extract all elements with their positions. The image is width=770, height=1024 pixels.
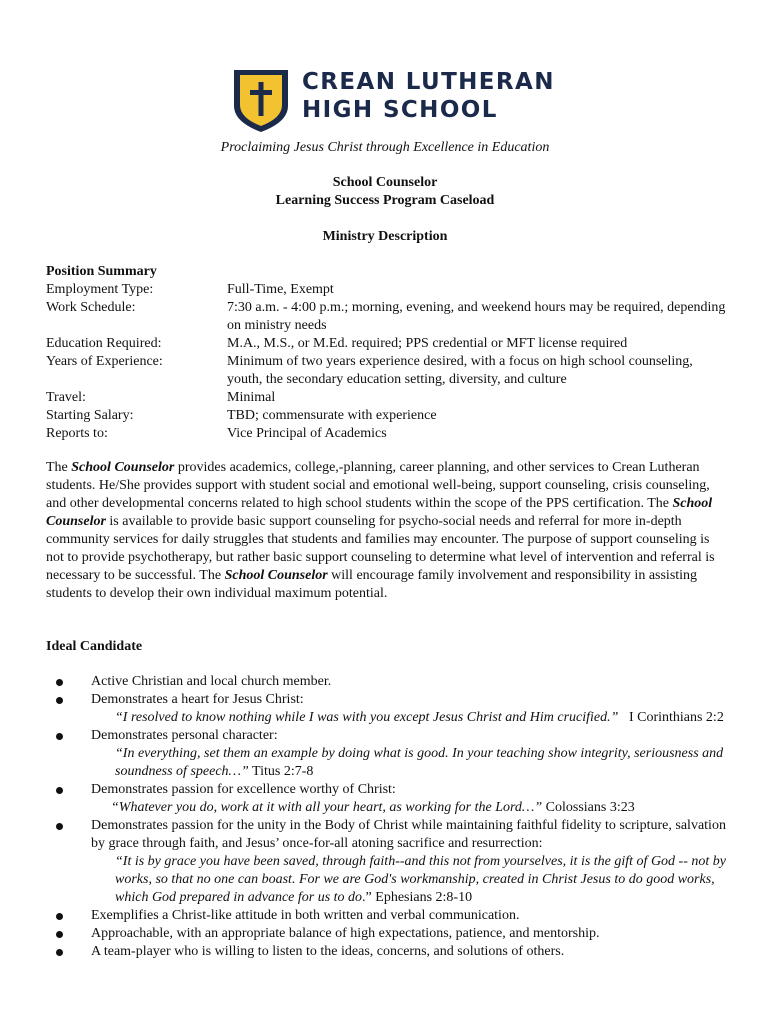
logo-wordmark: [302, 68, 555, 124]
list-item: [46, 943, 726, 961]
bullet-icon: [56, 697, 63, 704]
list-item-text: Demonstrates personal character:: [91, 728, 278, 743]
summary-label: Years of Experience:: [46, 354, 163, 369]
role-term: School Counselor: [46, 496, 713, 529]
scripture-quote: [91, 745, 726, 781]
list-item: [46, 781, 726, 817]
bullet-icon: [56, 931, 63, 938]
ideal-candidate-list: [46, 673, 726, 961]
summary-label: Travel:: [46, 390, 86, 405]
role-term: School Counselor: [224, 568, 328, 583]
quote-reference: Titus 2:7-8: [252, 764, 314, 779]
list-item-text: Demonstrates a heart for Jesus Christ:: [91, 692, 304, 707]
section-title: Ministry Description: [322, 229, 448, 244]
summary-label: Starting Salary:: [46, 408, 134, 423]
quote-text: “Whatever you do, work at it with all your heart, as working for the Lord…”: [111, 800, 543, 815]
description-text: is available to provide basic support counseling for psycho-social needs and referral for more in-depth community services for daily struggles that students and families may encounter. The purpose of support counseling is not to provide psychotherapy, but rather basic support counseling to determine what level of intervention and referral is necessary to be successful. The: [46, 514, 715, 583]
quote-text: “In everything, set them an example by doing what is good. In your teaching show integrity, seriousness and soundness of speech…”: [115, 746, 724, 779]
list-item-text: Exemplifies a Christ-like attitude in both written and verbal communication.: [91, 908, 520, 923]
list-item: [46, 907, 726, 925]
list-item: [46, 925, 726, 943]
list-item: [46, 691, 726, 727]
summary-value: M.A., M.S., or M.Ed. required; PPS credential or MFT license required: [227, 336, 628, 351]
bullet-icon: [56, 733, 63, 740]
list-item-text: Demonstrates passion for excellence worthy of Christ:: [91, 782, 396, 797]
quote-reference: Colossians 3:23: [545, 800, 635, 815]
summary-value: Minimum of two years experience desired, with a focus on high school counseling, youth, the secondary education setting, diversity, and culture: [227, 354, 693, 387]
summary-label: Education Required:: [46, 336, 162, 351]
job-subtitle: Learning Success Program Caseload: [275, 193, 495, 208]
summary-label: Reports to:: [46, 426, 108, 441]
scripture-quote: [91, 799, 726, 817]
quote-text: “It is by grace you have been saved, through faith--and this not from yourselves, it is the gift of God -- not by works, so that no one can boast. For we are God's workmanship, created in Christ Jesus to do good works, which God prepared in advance for us to do: [115, 854, 726, 905]
bullet-icon: [56, 823, 63, 830]
tagline: Proclaiming Jesus Christ through Excellence in Education: [220, 140, 550, 155]
list-item: [46, 673, 726, 691]
summary-value: Vice Principal of Academics: [227, 426, 387, 441]
summary-value: Full-Time, Exempt: [227, 282, 334, 297]
list-item-text: Approachable, with an appropriate balance of high expectations, patience, and mentorship.: [91, 926, 600, 941]
summary-value: 7:30 a.m. - 4:00 p.m.; morning, evening, and weekend hours may be required, depending on ministry needs: [227, 300, 726, 333]
summary-value: Minimal: [227, 390, 276, 405]
ideal-candidate-heading: Ideal Candidate: [46, 639, 143, 654]
list-item-text: Active Christian and local church member.: [91, 674, 332, 689]
bullet-icon: [56, 679, 63, 686]
cross-shield-icon: [232, 68, 290, 134]
description-text: provides academics, college,-planning, career planning, and other services to Crean Lutheran students. He/She provides support with student social and emotional well-being, support counseling, crisis counseling, and other developmental concerns related to high school students within the scope of the PPS certification. The: [46, 460, 710, 511]
bullet-icon: [56, 787, 63, 794]
scripture-quote: [91, 709, 726, 727]
school-logo: [232, 68, 555, 124]
summary-value: TBD; commensurate with experience: [227, 408, 437, 423]
quote-reference: I Corinthians 2:2: [628, 710, 724, 725]
list-item-text: Demonstrates passion for the unity in the Body of Christ while maintaining faithful fidelity to scripture, salvation by grace through faith, and Jesus’ once-for-all atoning sacrifice and resurrection:: [91, 818, 726, 851]
summary-label: Employment Type:: [46, 282, 154, 297]
logo-line-1: CREAN LUTHERAN: [302, 69, 555, 95]
scripture-quote: [91, 853, 726, 907]
quote-reference: .” Ephesians 2:8-10: [362, 890, 473, 905]
description-text: will encourage family involvement and responsibility in assisting students to develop their own individual maximum potential.: [46, 568, 698, 601]
list-item: [46, 817, 726, 907]
job-title: School Counselor: [332, 175, 438, 190]
quote-text: “I resolved to know nothing while I was with you except Jesus Christ and Him crucified.”: [115, 710, 619, 725]
bullet-icon: [56, 949, 63, 956]
role-term: School Counselor: [71, 460, 175, 475]
list-item: [46, 727, 726, 781]
position-summary-heading: Position Summary: [46, 264, 157, 279]
summary-label: Work Schedule:: [46, 300, 136, 315]
list-item-text: A team-player who is willing to listen to the ideas, concerns, and solutions of others.: [91, 944, 565, 959]
role-description: [46, 459, 728, 603]
logo-line-2: HIGH SCHOOL: [302, 97, 498, 123]
bullet-icon: [56, 913, 63, 920]
description-text: The: [46, 460, 72, 475]
